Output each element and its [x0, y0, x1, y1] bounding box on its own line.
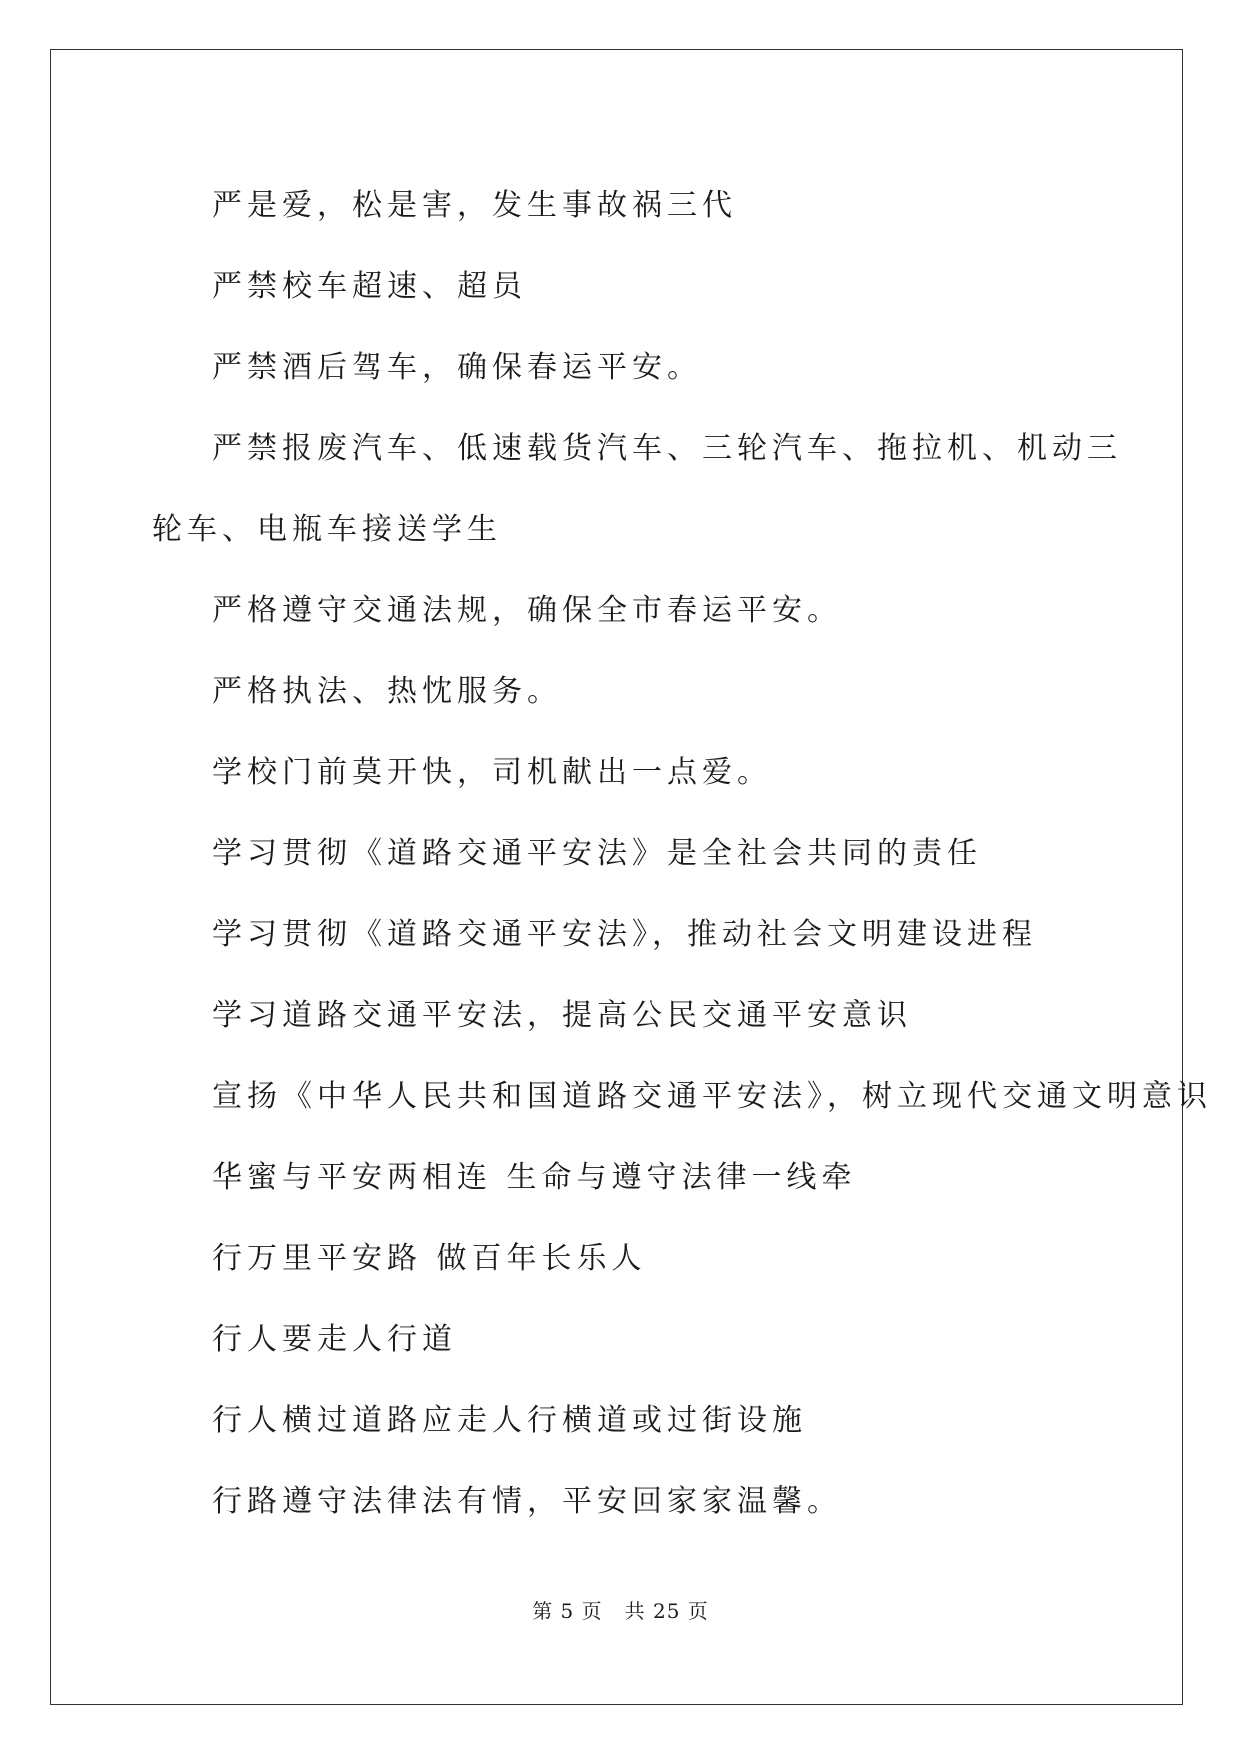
- document-body: [152, 165, 1212, 1542]
- page-footer: [0, 1595, 1241, 1624]
- paragraph: 学校门前莫开快，司机献出一点爱。: [212, 755, 772, 790]
- paragraph: 学习贯彻《道路交通平安法》是全社会共同的责任: [212, 836, 982, 871]
- page-number: 第 5 页: [532, 1599, 603, 1623]
- paragraph: 严禁报废汽车、低速载货汽车、三轮汽车、拖拉机、机动三轮车、电瓶车接送学生: [152, 431, 1122, 547]
- paragraph: 华蜜与平安两相连 生命与遵守法律一线牵: [212, 1160, 857, 1195]
- paragraph: 严禁校车超速、超员: [212, 269, 527, 304]
- paragraph: 行人要走人行道: [212, 1322, 457, 1357]
- paragraph: 宣扬《中华人民共和国道路交通平安法》，树立现代交通文明意识: [212, 1079, 1212, 1114]
- page-total: 共 25 页: [624, 1599, 709, 1623]
- paragraph: 严格执法、热忱服务。: [212, 674, 562, 709]
- paragraph: 行万里平安路 做百年长乐人: [212, 1241, 647, 1276]
- paragraph: 行路遵守法律法有情，平安回家家温馨。: [212, 1484, 842, 1519]
- paragraph: 学习贯彻《道路交通平安法》，推动社会文明建设进程: [212, 917, 1037, 952]
- paragraph: 严格遵守交通法规，确保全市春运平安。: [212, 593, 842, 628]
- paragraph: 学习道路交通平安法，提高公民交通平安意识: [212, 998, 912, 1033]
- paragraph: 行人横过道路应走人行横道或过街设施: [212, 1403, 807, 1438]
- paragraph: 严禁酒后驾车，确保春运平安。: [212, 350, 702, 385]
- paragraph: 严是爱，松是害，发生事故祸三代: [212, 188, 737, 223]
